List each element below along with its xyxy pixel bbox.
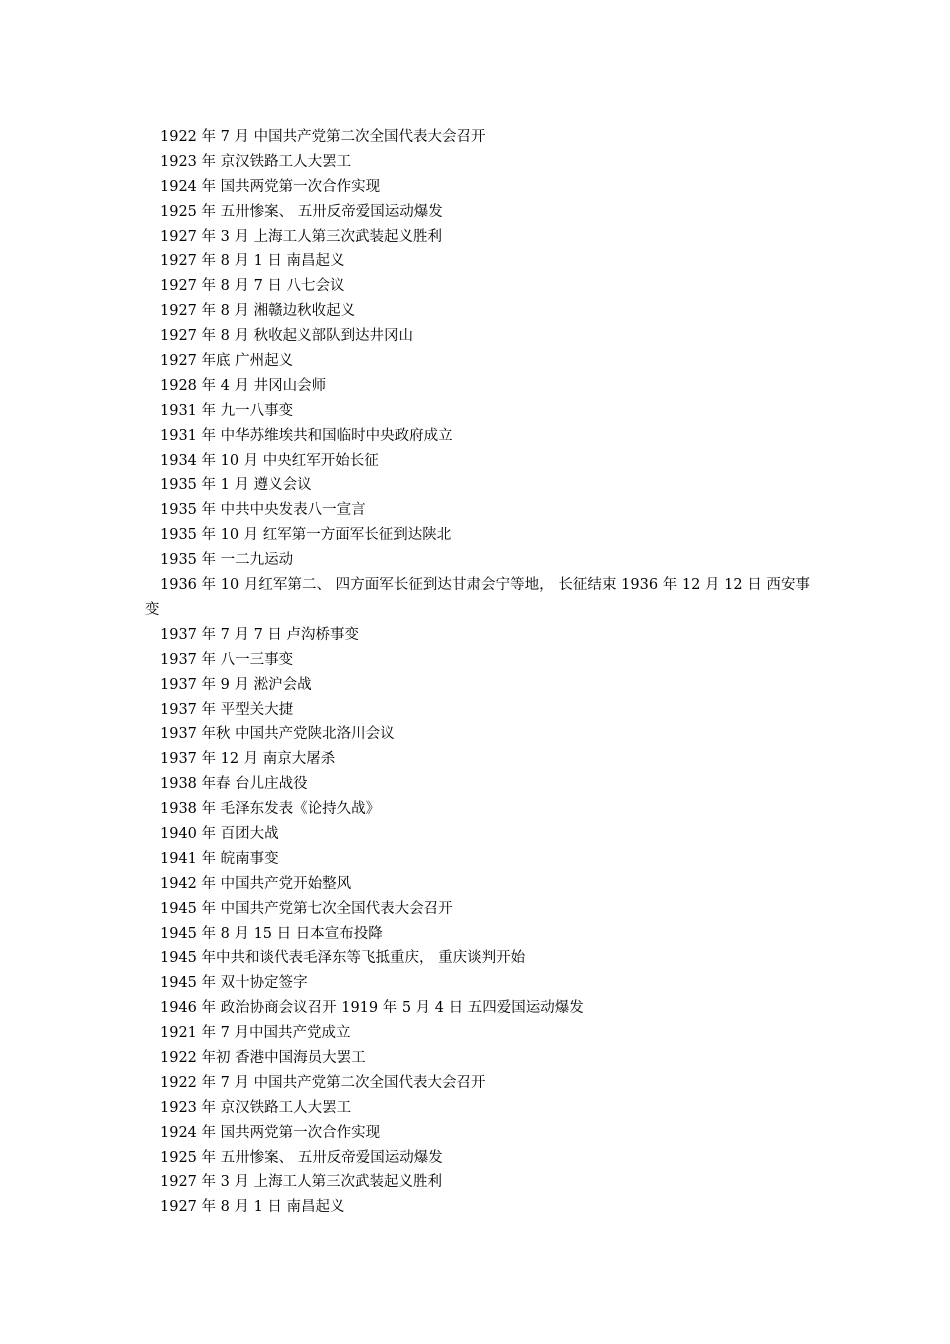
timeline-entry: 1927 年 8 月 1 日 南昌起义 xyxy=(160,253,345,270)
timeline-entry: 1937 年 9 月 淞沪会战 xyxy=(160,676,312,693)
timeline-entry: 1924 年 国共两党第一次合作实现 xyxy=(160,178,381,195)
timeline-entry: 1927 年 3 月 上海工人第三次武装起义胜利 xyxy=(160,1174,443,1191)
timeline-entry: 1935 年 10 月 红军第一方面军长征到达陕北 xyxy=(160,527,452,544)
timeline-entry: 1923 年 京汉铁路工人大罢工 xyxy=(160,1099,352,1116)
timeline-entry: 1922 年 7 月 中国共产党第二次全国代表大会召开 xyxy=(160,129,486,145)
timeline-entry: 1927 年底 广州起义 xyxy=(160,353,294,370)
timeline-entry: 1945 年 中国共产党第七次全国代表大会召开 xyxy=(160,900,453,917)
timeline-entry: 1927 年 8 月 1 日 南昌起义 xyxy=(160,1199,345,1216)
timeline-entry: 1925 年 五卅惨案、 五卅反帝爱国运动爆发 xyxy=(160,203,443,220)
timeline-entry: 1937 年 平型关大捷 xyxy=(160,701,294,718)
timeline-entry: 1935 年 中共中央发表八一宣言 xyxy=(160,502,366,519)
history-timeline xyxy=(145,125,810,1220)
timeline-entry: 1945 年中共和谈代表毛泽东等飞抵重庆， 重庆谈判开始 xyxy=(160,950,526,967)
timeline-entry: 1927 年 8 月 湘赣边秋收起义 xyxy=(160,303,356,320)
timeline-entry: 1937 年秋 中国共产党陕北洛川会议 xyxy=(160,726,395,743)
timeline-entry: 1922 年 7 月 中国共产党第二次全国代表大会召开 xyxy=(160,1074,486,1091)
timeline-entry: 1941 年 皖南事变 xyxy=(160,850,279,867)
timeline-entry: 1934 年 10 月 中央红军开始长征 xyxy=(160,452,379,469)
timeline-entry: 1931 年 九一八事变 xyxy=(160,402,294,419)
timeline-entry: 1935 年 1 月 遵义会议 xyxy=(160,477,312,494)
timeline-entry: 1927 年 8 月 秋收起义部队到达井冈山 xyxy=(160,328,414,345)
timeline-entry: 1922 年初 香港中国海员大罢工 xyxy=(160,1049,366,1066)
timeline-entry: 1945 年 8 月 15 日 日本宣布投降 xyxy=(160,925,383,942)
timeline-entry: 1937 年 12 月 南京大屠杀 xyxy=(160,751,336,768)
timeline-entry: 1928 年 4 月 井冈山会师 xyxy=(160,377,327,394)
timeline-entry: 1924 年 国共两党第一次合作实现 xyxy=(160,1124,381,1141)
timeline-entry: 1938 年 毛泽东发表《论持久战》 xyxy=(160,801,381,818)
timeline-entry: 1927 年 8 月 7 日 八七会议 xyxy=(160,278,345,295)
timeline-entry: 1931 年 中华苏维埃共和国临时中央政府成立 xyxy=(160,427,453,444)
timeline-entry: 1940 年 百团大战 xyxy=(160,825,279,842)
timeline-entry: 1942 年 中国共产党开始整风 xyxy=(160,875,352,892)
timeline-entry: 1946 年 政治协商会议召开 1919 年 5 月 4 日 五四爱国运动爆发 xyxy=(160,1000,584,1017)
timeline-entry: 1923 年 京汉铁路工人大罢工 xyxy=(160,153,352,170)
timeline-entry: 1937 年 八一三事变 xyxy=(160,651,294,668)
timeline-entry: 1925 年 五卅惨案、 五卅反帝爱国运动爆发 xyxy=(160,1149,443,1166)
timeline-entry: 1921 年 7 月中国共产党成立 xyxy=(160,1025,351,1042)
timeline-entry-wrapped: 1936 年 10 月红军第二、 四方面军长征到达甘肃会宁等地， 长征结束 1936 年 12 月 12 日 西安事变 xyxy=(145,577,810,618)
timeline-entry: 1927 年 3 月 上海工人第三次武装起义胜利 xyxy=(160,228,443,245)
timeline-entry: 1945 年 双十协定签字 xyxy=(160,975,308,992)
timeline-entry: 1938 年春 台儿庄战役 xyxy=(160,776,308,793)
timeline-entry: 1935 年 一二九运动 xyxy=(160,552,294,569)
timeline-entry: 1937 年 7 月 7 日 卢沟桥事变 xyxy=(160,626,360,643)
